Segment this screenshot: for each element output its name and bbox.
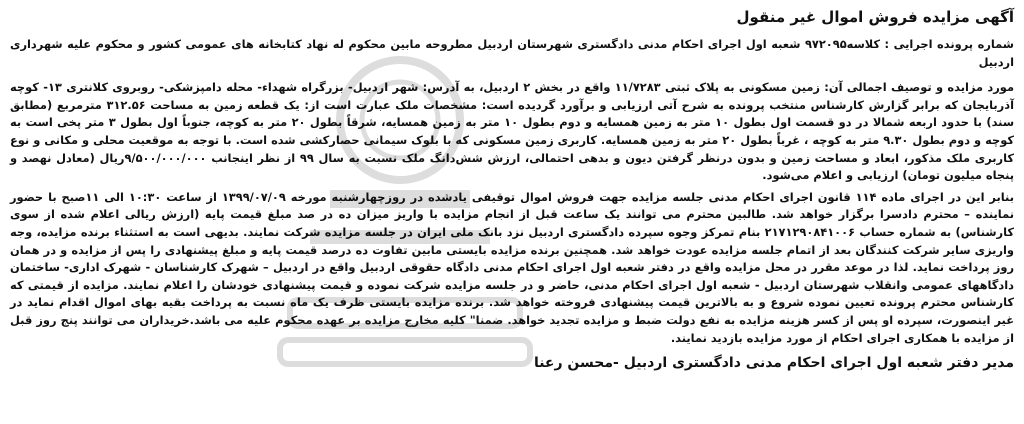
case-number-paragraph: شماره پرونده اجرایی : کلاسه۹۷۲۰۹۵ شعبه اول اجرای احکام مدنی دادگستری شهرستان اردبیل مطروحه مابین محکوم له نهاد کتابخانه های عمومی کشور و محکوم علیه شهرداری اردبیل [10, 37, 1014, 69]
document-title: آگهی مزایده فروش اموال غیر منقول [736, 8, 1014, 26]
auction-terms-paragraph: بنابر این در اجرای ماده ۱۱۴ قانون اجرای احکام مدنی جلسه مزایده جهت فروش اموال توقیفی یادشده در روزچهارشنبه مورخه ۱۳۹۹/۰۷/۰۹ از ساعت ۱۰:۳۰ الی ۱۱صبح با حضور نماینده – محترم دادسرا برگزار خواهد شد. طالبین محترم می توانند یک ساعت قبل از انجام مزایده با واریز میزان ده در صد مبلغ قیمت پایه (ارزش ریالی اعلام شده از سوی کارشناس) به شماره حساب ۲۱۷۱۲۹۰۸۴۱۰۰۶ بنام تمرکز وجوه سپرده دادگستری اردبیل نزد بانک ملی ایران در جلسه مزایده شرکت نمایند. بدیهی است به استثناء برنده مزایده، وجه واریزی سایر شرکت کنندگان بعد از اتمام جلسه مزایده عودت خواهد شد. همچنین برنده مزایده بایستی مابین تفاوت ده درصد قیمت پایه و مبلغ پیشنهادی را پس از مزایده و در همان روز پرداخت نماید. لذا در موعد مقرر در محل مزایده واقع در دفتر شعبه اول اجرای احکام مدنی دادگاه حقوقی اردبیل واقع در اردبیل – شهرک کارشناسان - شهرک اداری- ساختمان دادگاههای عمومی وانقلاب شهرستان اردبیل - شعبه اول اجرای احکام مدنی، حاضر و در جلسه مزایده شرکت نموده و قیمت پیشنهادی خودشان را اعلام نمایند. مزایده از قیمتی که کارشناس محترم پرونده تعیین نموده شروع و به بالاترین قیمت پیشنهادی فروخته خواهد شد. برنده مزایده بایستی ظرف یک ماه نسبت به پرداخت بقیه بهای اموال اقدام نماید در غیر اینصورت، سپرده او پس از کسر هزینه مزایده به نفع دولت ضبط و مزایده تجدید خواهد. ضمنا" کلیه مخارج مزایده بر عهده محکوم علیه می باشد.خریداران می توانند پنج روز قبل از مزایده با همکاری اجرای احکام از مورد مزایده بازدید نمایند. [10, 189, 1015, 345]
property-description-paragraph: مورد مزایده و توصیف اجمالی آن: زمین مسکونی به پلاک ثبتی ۱۱/۷۲۸۳ واقع در بخش ۲ اردبیل، به آدرس: شهر اردبیل- بزرگراه شهداء- محله دامپزشکی- روبروی کلانتری ۱۳- کوچه آذربایجان که برابر گزارش کارشناس منتخب پرونده به شرح آتی ارزیابی و برآورد گردیده است: مشخصات ملک عبارت است از: یک قطعه زمین به مساحت ۳۱۲.۵۶ مترمربع (مطابق سند) با حدود اربعه شمالا در دو قسمت اول بطول ۱۰ متر به زمین همسایه و دوم بطول ۱۰ متر به زمین همسایه، شرقاً بطول ۲۰ متر به کوچه، جنوباً اول بطول ۳ متر پخی است به کوچه و دوم بطول ۹.۳۰ متر به کوچه ، غرباً بطول ۲۰ متر به زمین همسایه. کاربری زمین مسکونی که با بلوک سیمانی حصارکشی شده است. با توجه به موقعیت محلی و مکانی و نوع کاربری ملک مذکور، ابعاد و مساحت زمین و بدون درنظر گرفتن دیون و بدهی احتمالی، ارزش شش‌دانگ ملک نسبت به سال ۹۹ از نظر اینجانب ۹/۵۰۰/۰۰۰/۰۰۰ریال (معادل نهصد و پنجاه میلیون تومان) ارزیابی و اعلام می‌شود. [10, 80, 1015, 183]
signature-line: مدیر دفتر شعبه اول اجرای احکام مدنی دادگستری اردبیل -محسن رعنا [533, 355, 1014, 372]
